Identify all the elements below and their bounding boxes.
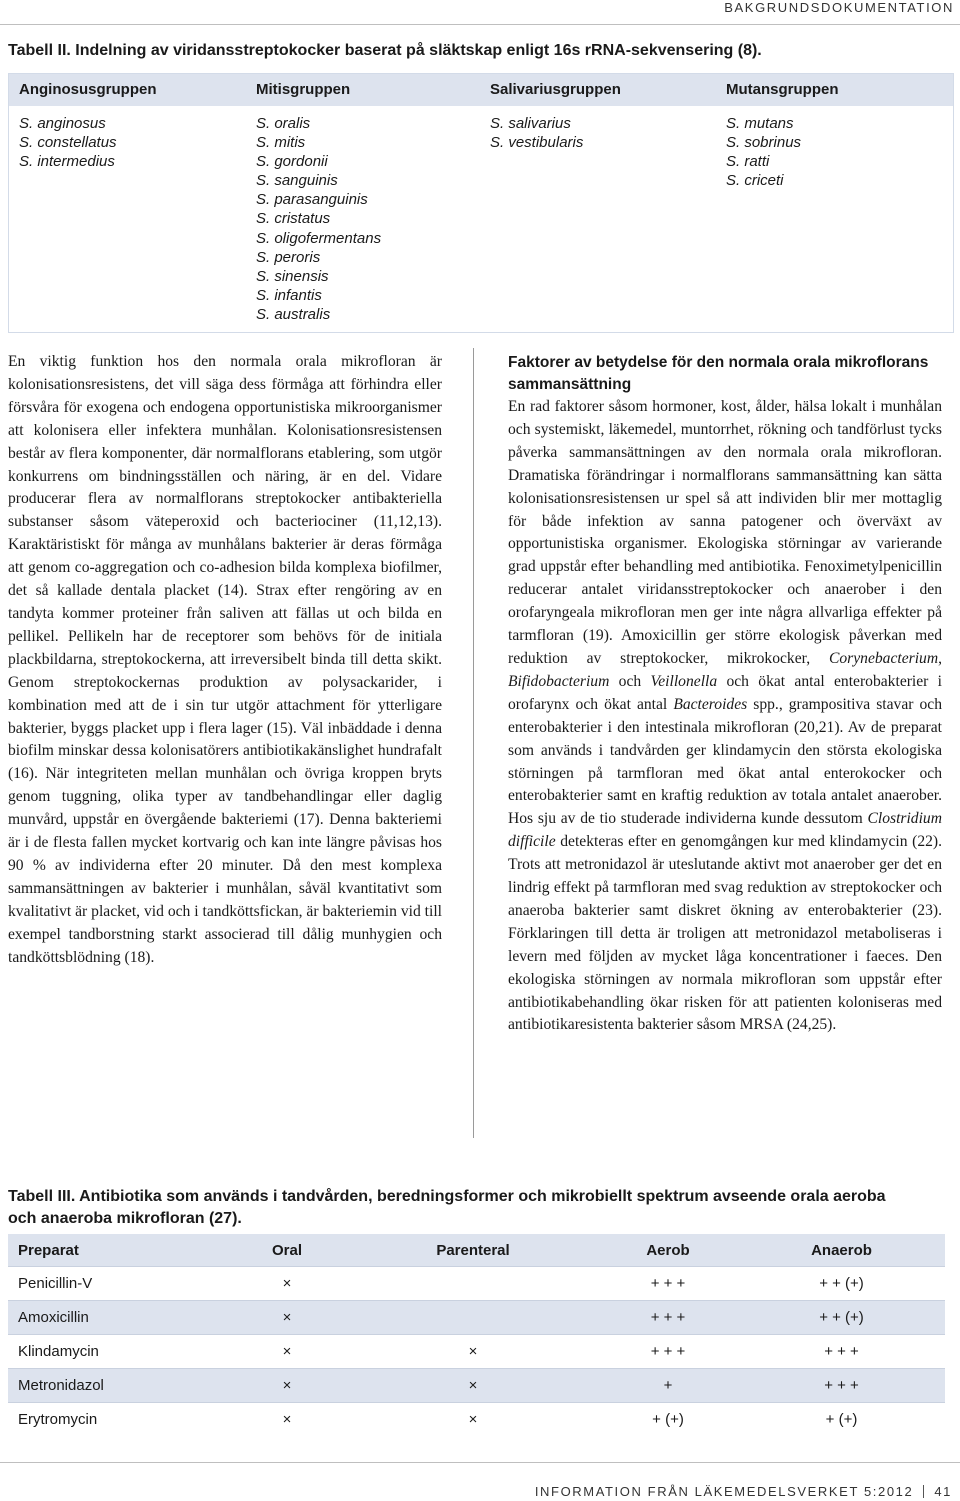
table2-heading-mutans: Mutansgruppen xyxy=(726,81,839,98)
header-cell: Oral xyxy=(226,1234,348,1267)
page-number: 41 xyxy=(934,1484,952,1499)
footer xyxy=(535,1484,952,1499)
table-row xyxy=(8,1267,945,1301)
text-segment: spp., grampositiva stavar och enterobakterier i den intestinala mikrofloran (20,21). Av de preparat som används i tandvården ger klindamycin den största ekologiska störningen på tarmfloran med ökat antal enterokocker och enterobakterier samt en kraftig reduktion av totala antalet anaerober. Hos sju av de tio studerade individerna kunde dessutom xyxy=(508,695,942,828)
species-item: S. criceti xyxy=(726,172,784,190)
table-cell: + + + xyxy=(598,1267,738,1301)
header-cell: Anaerob xyxy=(738,1234,945,1267)
text-segment: och xyxy=(609,672,651,690)
table-cell: + + + xyxy=(738,1335,945,1369)
species-item: S. vestibularis xyxy=(490,134,584,152)
table-cell xyxy=(348,1301,598,1335)
table2-heading-salivarius: Salivariusgruppen xyxy=(490,81,621,98)
species-item: S. gordonii xyxy=(256,153,328,171)
species-item: S. sinensis xyxy=(256,267,329,285)
species-item: S. anginosus xyxy=(19,115,106,132)
table-cell: + (+) xyxy=(738,1403,945,1437)
table-cell: + xyxy=(598,1369,738,1403)
table2-header-row xyxy=(9,74,953,106)
table2-column-salivarius xyxy=(490,114,583,152)
species-item: S. salivarius xyxy=(490,115,571,132)
section-heading: Faktorer av betydelse för den normala orala mikroflorans sammansättning xyxy=(508,354,929,393)
table2-column-mitis xyxy=(256,114,381,324)
table2-heading-mitis: Mitisgruppen xyxy=(256,81,351,98)
table-cell: × xyxy=(226,1369,348,1403)
table-row xyxy=(8,1403,945,1437)
text-segment: detekteras efter en genomgången kur med klindamycin (22). Trots att metronidazol är uteslutande aktivt mot anaerober ger det en lindrig effekt på tarmfloran med svag reduktion av streptokocker och anaeroba bakterier samt diskret ökning av enterobakterier (23). Förklaringen till detta är troligen att metronidazol metaboliseras i levern med följden av mycket låga koncentrationer i faeces. Den ekologiska störningen av normala mikrofloran som uppstår efter antibiotikabehandling ökar risken för att patienten koloniseras med antibiotikaresistenta bakterier såsom MRSA (24,25). xyxy=(508,833,942,1034)
species-item: S. infantis xyxy=(256,286,322,304)
table3 xyxy=(8,1234,945,1436)
taxon-name: Bacteroides xyxy=(673,695,748,713)
text-segment: , xyxy=(938,649,942,667)
text-segment: En rad faktorer såsom hormoner, kost, ålder, hälsa lokalt i munhålan och systemiskt, läkemedel, muntorrhet, rökning och tandförlust tycks påverka sammansättningen av den normala orala mikrofloran. Dramatiska förändringar i normalflorans sammansättning kan sätta kolonisationsresistensen ur spel så att individen blir mer mottaglig för både infektion av sanna patogener och överväxt av opportunistiska organismer. Ekologiska störningar av varierande grad uppstår efter behandling med antibiotika. Fenoximetylpenicillin reducerar antalet viridansstreptokocker och anaerober i den orofaryngeala mikrofloran men ger inte några allvarliga effekter på tarmfloran (19). Amoxicillin ger större ekologisk påverkan med reduktion av streptokocker, mikrokocker, xyxy=(508,398,942,667)
species-item: S. sanguinis xyxy=(256,172,338,190)
table2-column-anginosus xyxy=(19,114,117,171)
text-segment: och ökat antal enterobakterier i orofarynx och ökat antal xyxy=(508,672,942,713)
species-item: S. peroris xyxy=(256,248,321,266)
footer-separator xyxy=(923,1485,924,1498)
table-cell: × xyxy=(226,1267,348,1301)
species-item: S. constellatus xyxy=(19,134,117,152)
table-cell: × xyxy=(348,1369,598,1403)
species-item: S. cristatus xyxy=(256,210,331,228)
table-cell: × xyxy=(226,1403,348,1437)
taxon-name: Clostridium difficile xyxy=(508,810,942,851)
taxon-name: Bifidobacterium xyxy=(508,672,610,690)
table2 xyxy=(8,73,954,333)
species-item: S. mitis xyxy=(256,134,306,152)
species-item: S. parasanguinis xyxy=(256,191,368,209)
header-cell: Aerob xyxy=(598,1234,738,1267)
table-cell: + + + xyxy=(598,1335,738,1369)
table-cell: Amoxicillin xyxy=(8,1301,226,1335)
table-cell: + (+) xyxy=(598,1403,738,1437)
header-rule xyxy=(0,24,960,25)
publication-name: INFORMATION FRÅN LÄKEMEDELSVERKET 5:2012 xyxy=(534,1484,914,1499)
body-paragraph: En viktig funktion hos den normala orala mikrofloran är kolonisationsresistens, det vill säga dess förmåga att förhindra eller försvåra för exogena och endogena opportunistiska mikroorganismer att kolonisera eller infektera munhålan. Kolonisationsresistensen består av flera komponenter, där normalflorans etablering, som utgör konkurrens om bindningsställen och näring, är en del. Vidare producerar flera av normalflorans streptokocker antibakteriella substanser såsom väteperoxid och bacteriociner (11,12,13). Karaktäristiskt för många av munhålans bakterier är deras förmåga att genom co-aggregation och co-adhesion bilda komplexa biofilmer, det så kallade dentala placket (14). Strax efter rengöring av en tandyta kommer proteiner från saliven att fällas ut och bilda en pellikel. Pellikeln har de receptorer som behövs för de initiala plackbildarna, streptokockerna, att irreversibelt binda till detta skikt. Genom streptokockernas produktion av polysackarider, i kombination med att de i sin tur utgör attachment för ytterligare bakterier, byggs placket upp i flera lager (15). Väl inbäddade i denna biofilm minskar dessa kolonisatörers antibiotikakänslighet hundrafalt (16). När integriteten mellan munhålan och övriga kroppen bryts genom tuggning, olika typer av tandbehandlingar eller daglig munvård, uppstår en övergående bakteriemi (17). Denna bakteriemi är i de flesta fallen mycket kortvarig och kan inte längre påvisas hos 90 % av individerna efter 20 minuter. Då den mest komplexa sammansättningen av bakterier i munhålan, såväl kvantitativt som kvalitativt är placket, vid och i tandköttsfickan, är bakteriemin vid till exempel tandborstning starkt associerad till dålig munhygien och tandköttsblödning (18). xyxy=(8,353,442,966)
table-cell: × xyxy=(226,1301,348,1335)
body-paragraph xyxy=(508,396,942,1037)
table-cell: Erytromycin xyxy=(8,1403,226,1437)
right-text-column xyxy=(508,352,942,1037)
header-cell: Preparat xyxy=(8,1234,226,1267)
species-item: S. sobrinus xyxy=(726,134,802,152)
table2-caption: Tabell II. Indelning av viridansstreptokocker baserat på släktskap enligt 16s rRNA-sekvensering (8). xyxy=(8,42,762,59)
table-cell: Klindamycin xyxy=(8,1335,226,1369)
species-item: S. intermedius xyxy=(19,153,115,171)
table3-header-row xyxy=(8,1234,945,1267)
table-row xyxy=(8,1369,945,1403)
table-cell: × xyxy=(348,1335,598,1369)
table-cell: Metronidazol xyxy=(8,1369,226,1403)
table2-column-mutans xyxy=(726,114,801,190)
running-header: BAKGRUNDSDOKUMENTATION xyxy=(724,0,954,15)
table-cell: + + (+) xyxy=(738,1301,945,1335)
column-divider xyxy=(473,348,474,1138)
table-row xyxy=(8,1335,945,1369)
table-cell: + + + xyxy=(738,1369,945,1403)
taxon-name: Veillonella xyxy=(650,672,718,690)
header-cell: Parenteral xyxy=(348,1234,598,1267)
table-cell: × xyxy=(348,1403,598,1437)
table-cell: + + (+) xyxy=(738,1267,945,1301)
table-row xyxy=(8,1301,945,1335)
table3-caption: Tabell III. Antibiotika som används i tandvården, beredningsformer och mikrobiellt spektrum avseende orala aeroba och anaeroba mikrofloran (27). xyxy=(8,1188,886,1227)
left-text-column xyxy=(8,351,442,969)
footer-rule xyxy=(0,1462,960,1463)
species-item: S. ratti xyxy=(726,153,770,171)
species-item: S. oligofermentans xyxy=(256,229,382,247)
table-cell: + + + xyxy=(598,1301,738,1335)
species-item: S. australis xyxy=(256,305,331,323)
table2-heading-anginosus: Anginosusgruppen xyxy=(19,81,157,98)
taxon-name: Corynebacterium xyxy=(828,649,939,667)
species-item: S. oralis xyxy=(256,115,311,132)
table-cell xyxy=(348,1267,598,1301)
species-item: S. mutans xyxy=(726,115,794,132)
table-cell: × xyxy=(226,1335,348,1369)
table-cell: Penicillin-V xyxy=(8,1267,226,1301)
